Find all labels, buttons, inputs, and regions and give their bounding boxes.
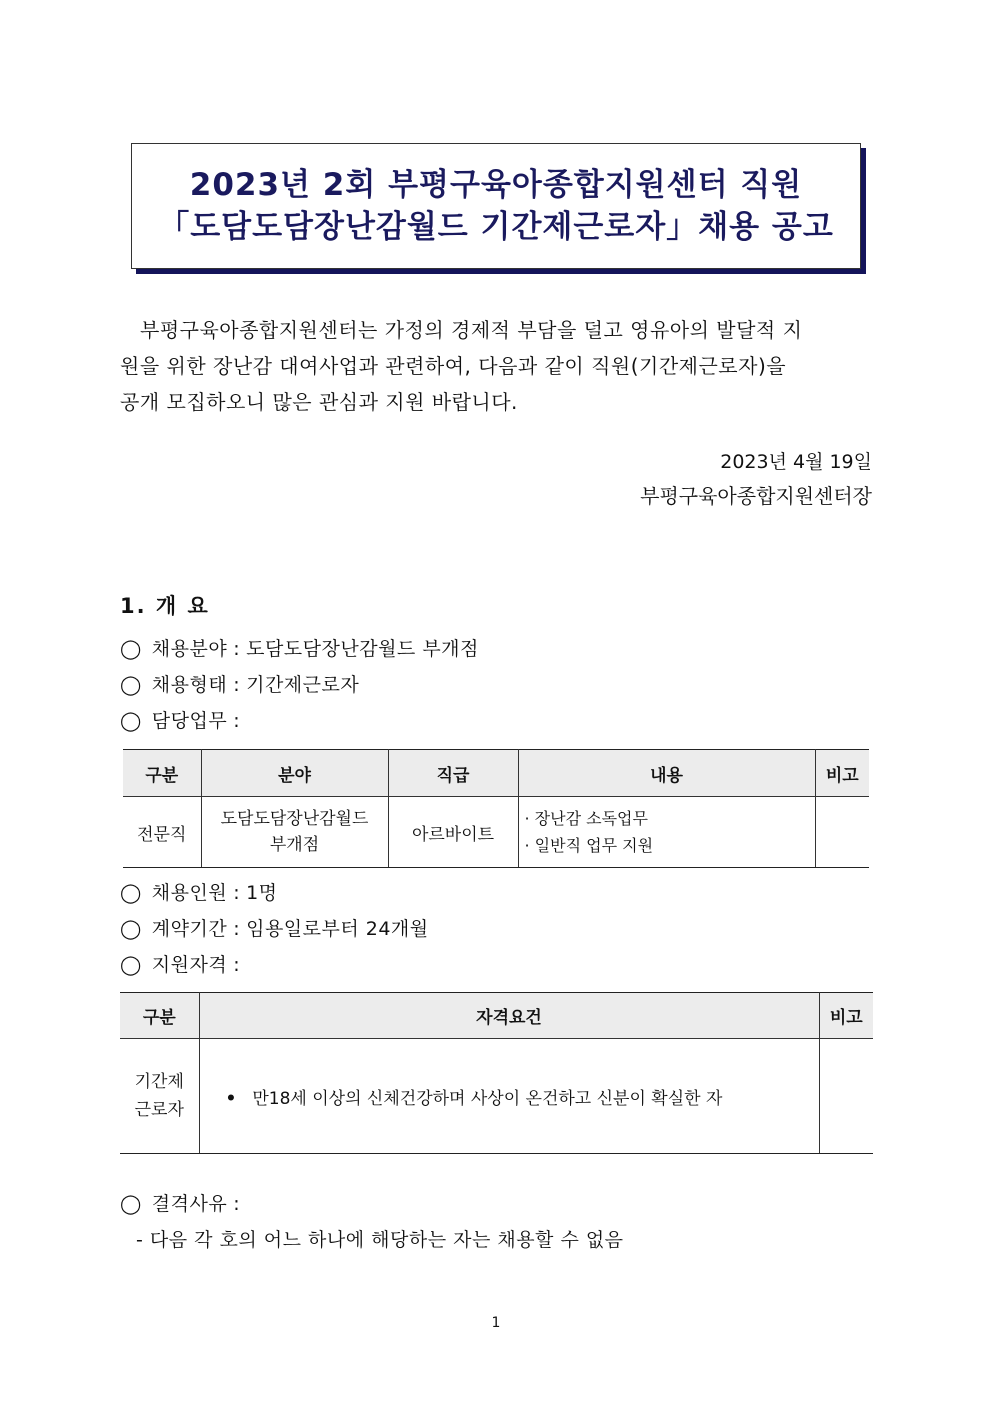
circle-bullet-icon: ◯ — [120, 1193, 142, 1215]
overview-item — [120, 914, 429, 941]
disqualification-note: - 다음 각 호의 어느 하나에 해당하는 자는 채용할 수 없음 — [136, 1229, 624, 1251]
circle-bullet-icon: ◯ — [120, 674, 142, 696]
intro-line: 원을 위한 장난감 대여사업과 관련하여, 다음과 같이 직원(기간제근로자)을 — [120, 354, 787, 378]
item-value: 도담도담장난감월드 부개점 — [246, 638, 479, 660]
field-line: 부개점 — [269, 835, 320, 855]
separator: : — [233, 638, 241, 660]
announcement-date: 2023년 4월 19일 — [720, 451, 872, 473]
item-label: 채용인원 — [151, 882, 228, 904]
category-line: 근로자 — [134, 1100, 184, 1120]
circle-bullet-icon: ◯ — [120, 882, 142, 904]
category-cell: 전문직 — [123, 797, 201, 868]
header-cell: 구분 — [120, 993, 199, 1039]
item-label: 계약기간 — [151, 918, 228, 940]
header-cell: 자격요건 — [199, 993, 819, 1039]
header-cell: 직급 — [388, 750, 518, 797]
intro-paragraph — [120, 312, 872, 420]
circle-bullet-icon: ◯ — [120, 954, 142, 976]
separator: : — [233, 954, 241, 976]
field-line: 도담도담장난감월드 — [220, 809, 369, 829]
separator: : — [233, 918, 241, 940]
category-line: 기간제 — [134, 1072, 184, 1092]
requirement-text: 만18세 이상의 신체건강하며 사상이 온건하고 신분이 확실한 자 — [252, 1088, 723, 1109]
qualification-table — [120, 992, 873, 1154]
duties-cell — [518, 797, 815, 868]
circle-bullet-icon: ◯ — [120, 710, 142, 732]
overview-item — [120, 950, 246, 977]
bullet-icon: • — [225, 1088, 237, 1109]
item-value: 1명 — [246, 882, 278, 904]
item-value: 기간제근로자 — [246, 674, 360, 696]
page-number: 1 — [491, 1315, 501, 1331]
header-cell: 비고 — [819, 993, 873, 1039]
rank-cell: 아르바이트 — [388, 797, 518, 868]
header-cell: 비고 — [815, 750, 869, 797]
item-label: 채용형태 — [151, 674, 228, 696]
circle-bullet-icon: ◯ — [120, 918, 142, 940]
category-cell — [120, 1039, 199, 1154]
circle-bullet-icon: ◯ — [120, 638, 142, 660]
table-row — [123, 797, 869, 868]
header-cell: 내용 — [518, 750, 815, 797]
table-header-row — [120, 993, 873, 1039]
title-line-1: 2023년 2회 부평구육아종합지원센터 직원 — [189, 167, 803, 203]
signer: 부평구육아종합지원센터장 — [640, 484, 872, 508]
overview-item — [120, 706, 246, 733]
item-label: 담당업무 — [151, 710, 228, 732]
intro-line: 부평구육아종합지원센터는 가정의 경제적 부담을 덜고 영유아의 발달적 지 — [140, 318, 803, 342]
item-label: 지원자격 — [151, 954, 228, 976]
duty-table — [123, 749, 869, 868]
separator: : — [233, 882, 241, 904]
separator: : — [233, 1193, 241, 1215]
overview-item — [120, 670, 359, 697]
header-cell: 분야 — [201, 750, 388, 797]
overview-item — [120, 634, 479, 661]
title-box — [131, 143, 861, 269]
overview-item — [120, 878, 278, 905]
separator: : — [233, 674, 241, 696]
overview-item — [120, 1189, 246, 1216]
item-label: 채용분야 — [151, 638, 228, 660]
table-header-row — [123, 750, 869, 797]
note-cell — [819, 1039, 873, 1154]
intro-line: 공개 모집하오니 많은 관심과 지원 바랍니다. — [120, 390, 518, 414]
table-row — [120, 1039, 873, 1154]
duty-item: · 일반직 업무 지원 — [524, 836, 654, 855]
field-cell — [201, 797, 388, 868]
item-value: 임용일로부터 24개월 — [246, 918, 429, 940]
requirement-cell — [199, 1039, 819, 1154]
section-title: 1. 개 요 — [120, 594, 210, 618]
separator: : — [233, 710, 241, 732]
note-cell — [815, 797, 869, 868]
item-label: 결격사유 — [151, 1193, 228, 1215]
duty-item: · 장난감 소독업무 — [524, 809, 648, 828]
title-line-2: 「도담도담장난감월드 기간제근로자」채용 공고 — [158, 209, 834, 245]
header-cell: 구분 — [123, 750, 201, 797]
